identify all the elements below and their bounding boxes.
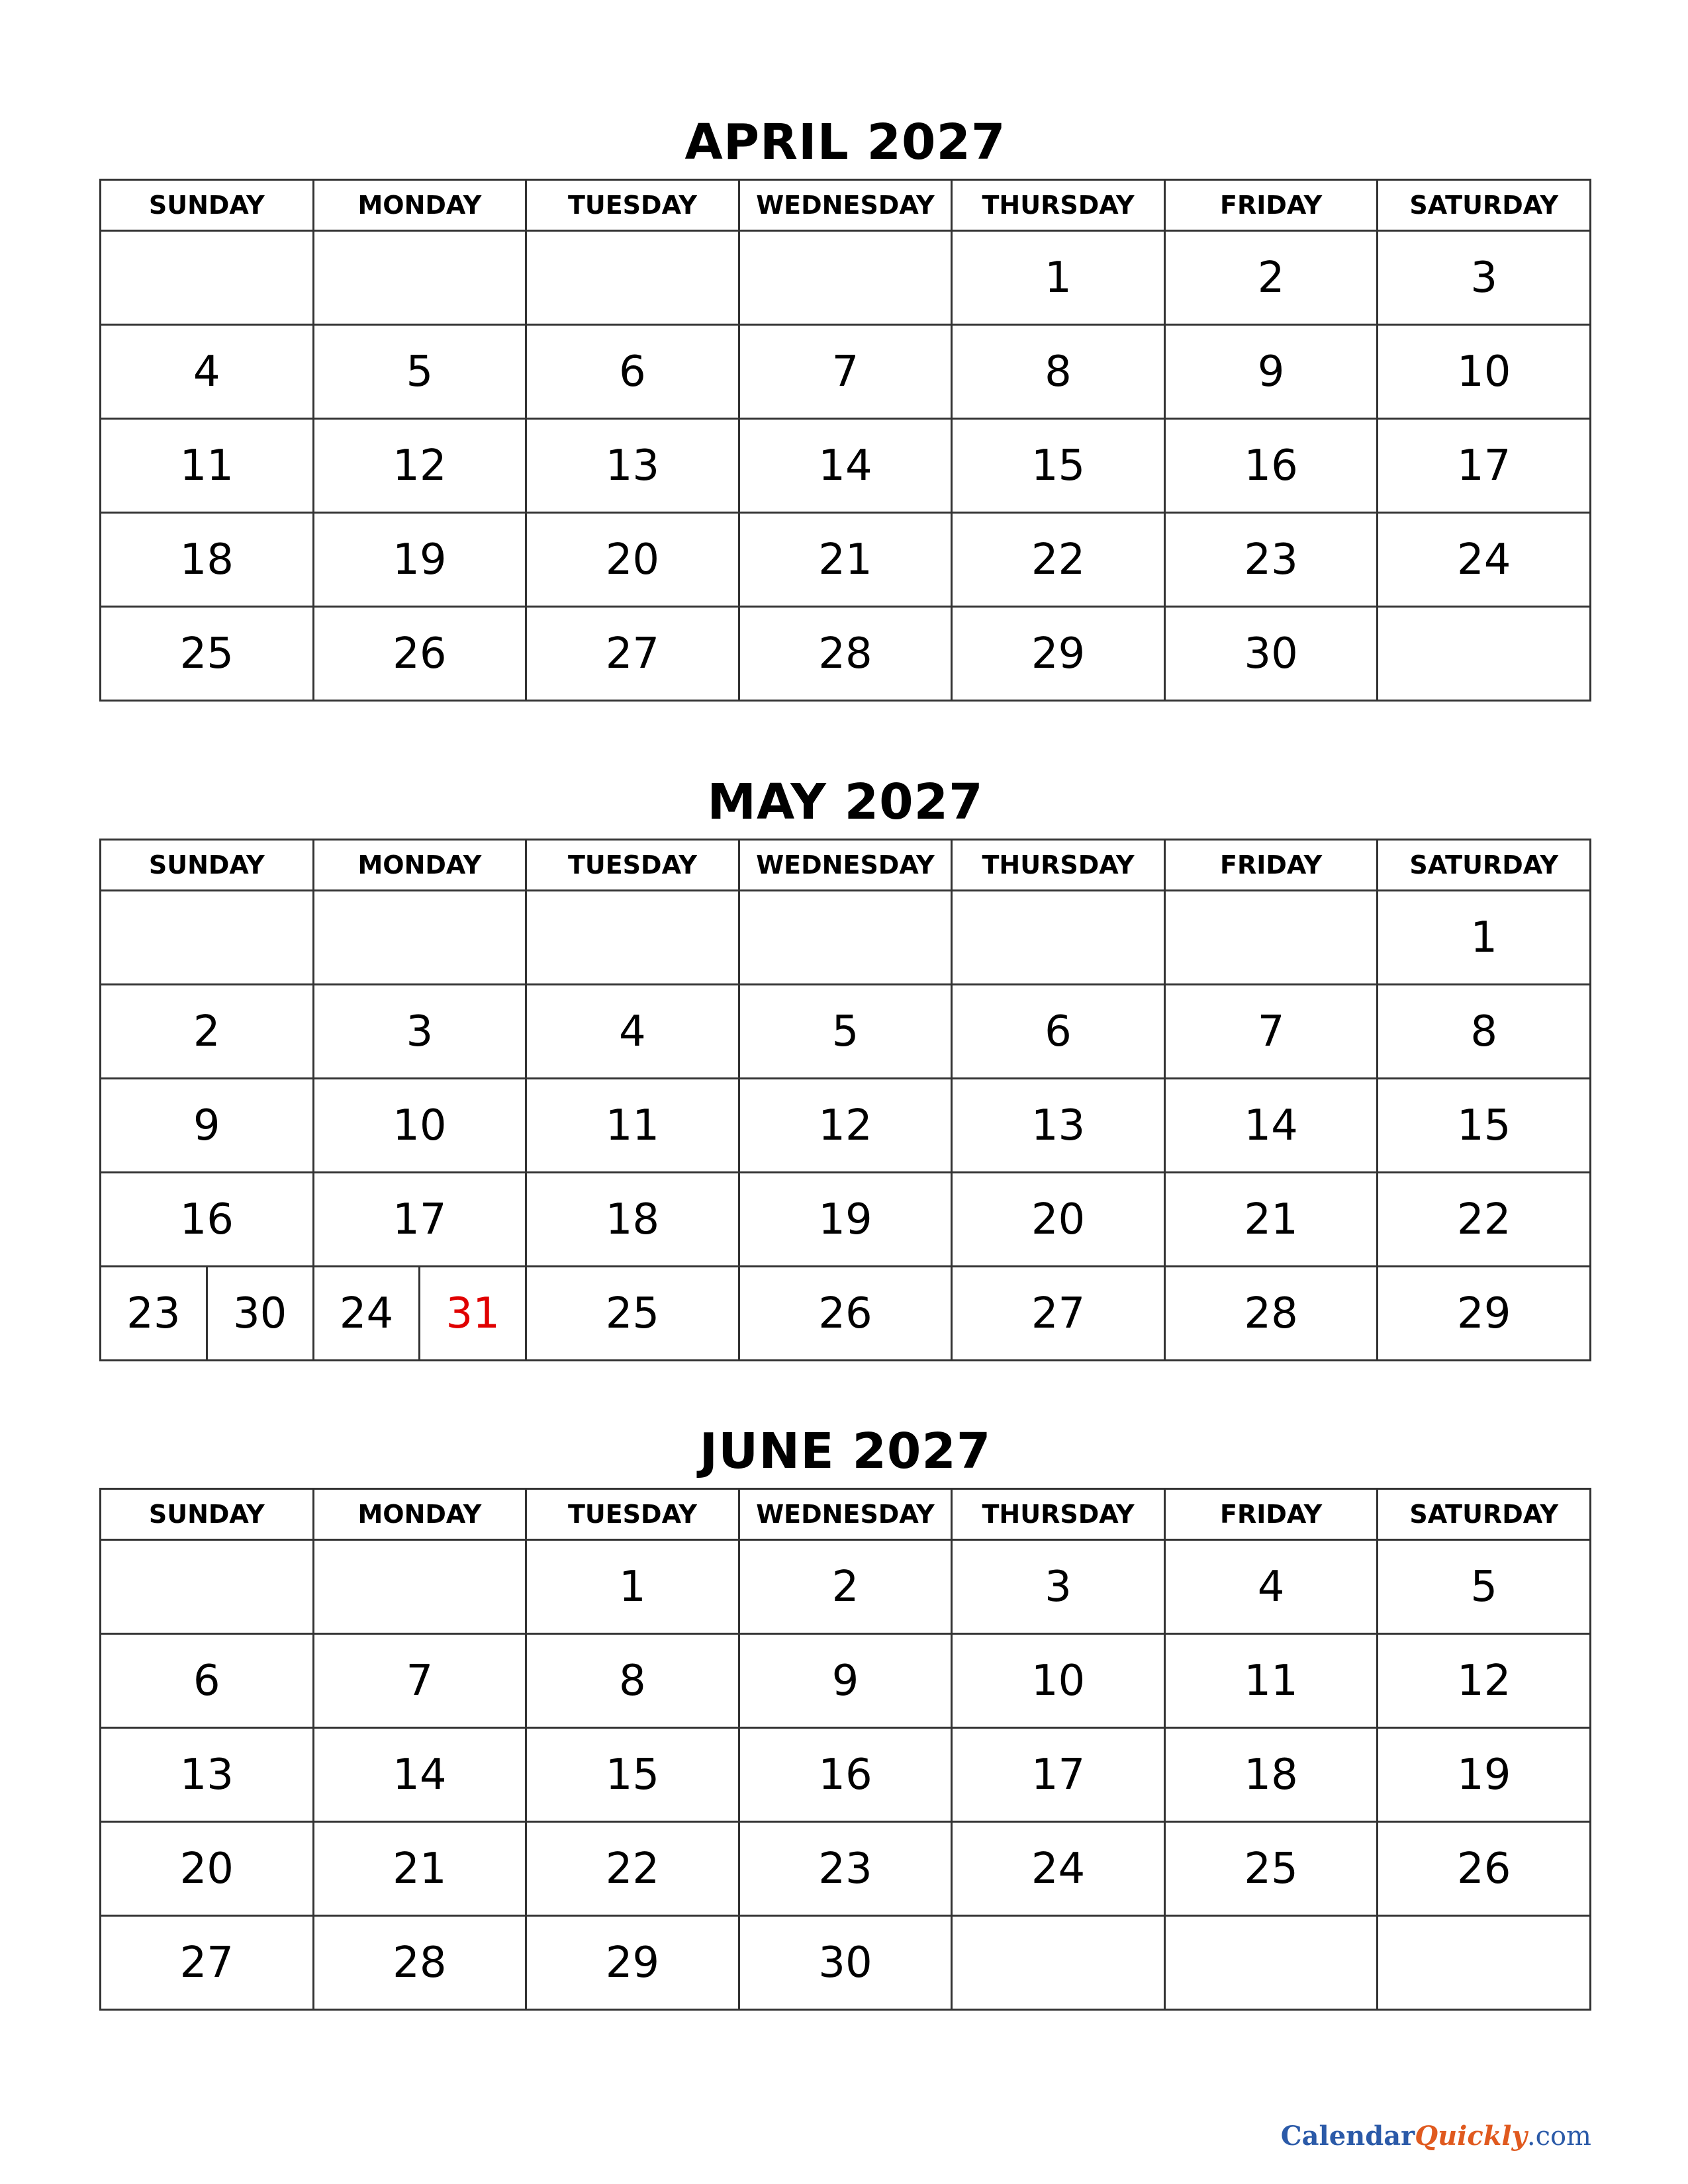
day-cell: 25 xyxy=(1164,1822,1378,1916)
day-cell: 22 xyxy=(526,1822,739,1916)
day-cell: 18 xyxy=(101,513,314,607)
day-number: 23 xyxy=(101,1267,208,1359)
day-cell: 25 xyxy=(101,607,314,701)
calendar-grid xyxy=(99,179,1591,702)
weekday-header: TUESDAY xyxy=(526,180,739,231)
weekday-header: WEDNESDAY xyxy=(739,1489,952,1540)
month-title: MAY 2027 xyxy=(707,774,984,831)
day-cell xyxy=(101,231,314,325)
weekday-header: THURSDAY xyxy=(952,840,1165,891)
calendar-month-april xyxy=(99,106,1591,702)
day-cell: 12 xyxy=(1378,1634,1591,1728)
day-cell: 9 xyxy=(101,1079,314,1173)
day-cell: 13 xyxy=(101,1728,314,1822)
day-cell: 7 xyxy=(313,1634,526,1728)
month-title: APRIL 2027 xyxy=(684,114,1006,171)
day-cell: 22 xyxy=(952,513,1165,607)
day-cell: 26 xyxy=(1378,1822,1591,1916)
day-cell xyxy=(739,231,952,325)
weekday-header: WEDNESDAY xyxy=(739,180,952,231)
day-cell: 3 xyxy=(952,1540,1165,1634)
day-cell xyxy=(101,1267,314,1361)
day-cell: 19 xyxy=(739,1173,952,1267)
day-cell xyxy=(1164,891,1378,985)
day-cell: 18 xyxy=(1164,1728,1378,1822)
day-cell: 23 xyxy=(739,1822,952,1916)
day-cell: 10 xyxy=(313,1079,526,1173)
day-cell: 28 xyxy=(313,1916,526,2010)
weekday-header: MONDAY xyxy=(313,180,526,231)
weekday-header: SATURDAY xyxy=(1378,840,1591,891)
weekday-header: SUNDAY xyxy=(101,1489,314,1540)
weekday-header-row xyxy=(101,1489,1591,1540)
weekday-header: TUESDAY xyxy=(526,1489,739,1540)
day-cell: 2 xyxy=(101,985,314,1079)
day-cell: 13 xyxy=(952,1079,1165,1173)
week-row xyxy=(101,419,1591,513)
day-cell: 15 xyxy=(526,1728,739,1822)
day-number: 30 xyxy=(232,1289,287,1338)
day-cell: 15 xyxy=(952,419,1165,513)
day-cell: 27 xyxy=(952,1267,1165,1361)
day-cell: 3 xyxy=(313,985,526,1079)
week-row xyxy=(101,607,1591,701)
day-cell: 28 xyxy=(1164,1267,1378,1361)
day-cell: 16 xyxy=(739,1728,952,1822)
day-cell: 23 xyxy=(1164,513,1378,607)
weekday-header: SUNDAY xyxy=(101,180,314,231)
day-cell: 7 xyxy=(739,325,952,419)
weekday-header: MONDAY xyxy=(313,840,526,891)
day-cell: 19 xyxy=(1378,1728,1591,1822)
weekday-header: TUESDAY xyxy=(526,840,739,891)
day-cell xyxy=(1378,1916,1591,2010)
week-row xyxy=(101,1173,1591,1267)
weekday-header: SUNDAY xyxy=(101,840,314,891)
day-cell xyxy=(526,891,739,985)
calendar-month-june xyxy=(99,1415,1591,2011)
day-cell: 10 xyxy=(952,1634,1165,1728)
day-cell: 6 xyxy=(101,1634,314,1728)
day-cell: 5 xyxy=(1378,1540,1591,1634)
brand-part-2: Quickly xyxy=(1415,2120,1527,2152)
day-cell: 5 xyxy=(739,985,952,1079)
day-cell: 17 xyxy=(1378,419,1591,513)
day-cell: 9 xyxy=(739,1634,952,1728)
day-cell: 17 xyxy=(952,1728,1165,1822)
day-cell: 17 xyxy=(313,1173,526,1267)
week-row xyxy=(101,985,1591,1079)
day-cell: 11 xyxy=(526,1079,739,1173)
split-day-cell xyxy=(314,1267,526,1359)
day-cell: 29 xyxy=(1378,1267,1591,1361)
day-cell: 2 xyxy=(1164,231,1378,325)
day-cell: 6 xyxy=(526,325,739,419)
day-cell: 4 xyxy=(1164,1540,1378,1634)
day-cell: 1 xyxy=(526,1540,739,1634)
weekday-header: WEDNESDAY xyxy=(739,840,952,891)
day-cell: 12 xyxy=(739,1079,952,1173)
day-cell: 2 xyxy=(739,1540,952,1634)
weekday-header: THURSDAY xyxy=(952,180,1165,231)
weekday-header-row xyxy=(101,180,1591,231)
week-row xyxy=(101,1079,1591,1173)
day-cell xyxy=(952,891,1165,985)
day-cell xyxy=(952,1916,1165,2010)
day-cell: 22 xyxy=(1378,1173,1591,1267)
day-cell: 13 xyxy=(526,419,739,513)
day-number: 31 xyxy=(445,1289,500,1338)
brand-logo xyxy=(1281,2120,1591,2152)
day-cell: 19 xyxy=(313,513,526,607)
day-cell: 9 xyxy=(1164,325,1378,419)
day-cell: 18 xyxy=(526,1173,739,1267)
week-row xyxy=(101,891,1591,985)
brand-part-3: .com xyxy=(1526,2121,1591,2152)
week-row xyxy=(101,325,1591,419)
calendar-grid xyxy=(99,839,1591,1361)
weekday-header-row xyxy=(101,840,1591,891)
day-cell: 8 xyxy=(1378,985,1591,1079)
weekday-header: MONDAY xyxy=(313,1489,526,1540)
week-row xyxy=(101,1540,1591,1634)
day-cell: 20 xyxy=(952,1173,1165,1267)
day-cell xyxy=(313,231,526,325)
day-cell: 21 xyxy=(739,513,952,607)
weekday-header: FRIDAY xyxy=(1164,840,1378,891)
day-cell: 27 xyxy=(101,1916,314,2010)
day-cell: 8 xyxy=(952,325,1165,419)
day-cell: 11 xyxy=(101,419,314,513)
day-cell xyxy=(313,1267,526,1361)
day-cell: 10 xyxy=(1378,325,1591,419)
day-cell: 26 xyxy=(313,607,526,701)
day-cell: 1 xyxy=(952,231,1165,325)
day-cell: 28 xyxy=(739,607,952,701)
day-cell: 8 xyxy=(526,1634,739,1728)
month-title: JUNE 2027 xyxy=(699,1423,992,1480)
day-cell xyxy=(526,231,739,325)
day-cell: 11 xyxy=(1164,1634,1378,1728)
day-cell xyxy=(313,891,526,985)
calendar-grid xyxy=(99,1488,1591,2011)
day-cell: 26 xyxy=(739,1267,952,1361)
weekday-header: THURSDAY xyxy=(952,1489,1165,1540)
day-cell: 29 xyxy=(952,607,1165,701)
day-cell xyxy=(101,1540,314,1634)
day-cell xyxy=(1164,1916,1378,2010)
day-cell: 14 xyxy=(1164,1079,1378,1173)
week-row xyxy=(101,1634,1591,1728)
day-cell: 4 xyxy=(526,985,739,1079)
weekday-header: SATURDAY xyxy=(1378,1489,1591,1540)
day-cell: 30 xyxy=(739,1916,952,2010)
week-row xyxy=(101,1267,1591,1361)
day-cell: 3 xyxy=(1378,231,1591,325)
day-number: 24 xyxy=(314,1267,421,1359)
brand-part-1: Calendar xyxy=(1280,2120,1415,2152)
week-row xyxy=(101,1728,1591,1822)
day-cell: 24 xyxy=(952,1822,1165,1916)
week-row xyxy=(101,1822,1591,1916)
day-cell: 20 xyxy=(101,1822,314,1916)
day-cell: 4 xyxy=(101,325,314,419)
week-row xyxy=(101,231,1591,325)
day-cell: 14 xyxy=(739,419,952,513)
calendar-month-may xyxy=(99,766,1591,1361)
day-cell: 7 xyxy=(1164,985,1378,1079)
day-cell xyxy=(1378,607,1591,701)
split-day-cell xyxy=(101,1267,312,1359)
week-row xyxy=(101,513,1591,607)
day-cell: 25 xyxy=(526,1267,739,1361)
day-cell xyxy=(101,891,314,985)
day-cell: 21 xyxy=(313,1822,526,1916)
day-cell: 12 xyxy=(313,419,526,513)
week-row xyxy=(101,1916,1591,2010)
day-cell xyxy=(313,1540,526,1634)
day-cell: 15 xyxy=(1378,1079,1591,1173)
day-cell: 30 xyxy=(1164,607,1378,701)
weekday-header: FRIDAY xyxy=(1164,180,1378,231)
weekday-header: SATURDAY xyxy=(1378,180,1591,231)
day-cell: 14 xyxy=(313,1728,526,1822)
day-cell: 6 xyxy=(952,985,1165,1079)
day-cell xyxy=(739,891,952,985)
day-cell: 16 xyxy=(101,1173,314,1267)
day-cell: 1 xyxy=(1378,891,1591,985)
day-cell: 5 xyxy=(313,325,526,419)
day-cell: 27 xyxy=(526,607,739,701)
day-cell: 29 xyxy=(526,1916,739,2010)
day-cell: 20 xyxy=(526,513,739,607)
day-cell: 21 xyxy=(1164,1173,1378,1267)
day-cell: 16 xyxy=(1164,419,1378,513)
weekday-header: FRIDAY xyxy=(1164,1489,1378,1540)
day-cell: 24 xyxy=(1378,513,1591,607)
